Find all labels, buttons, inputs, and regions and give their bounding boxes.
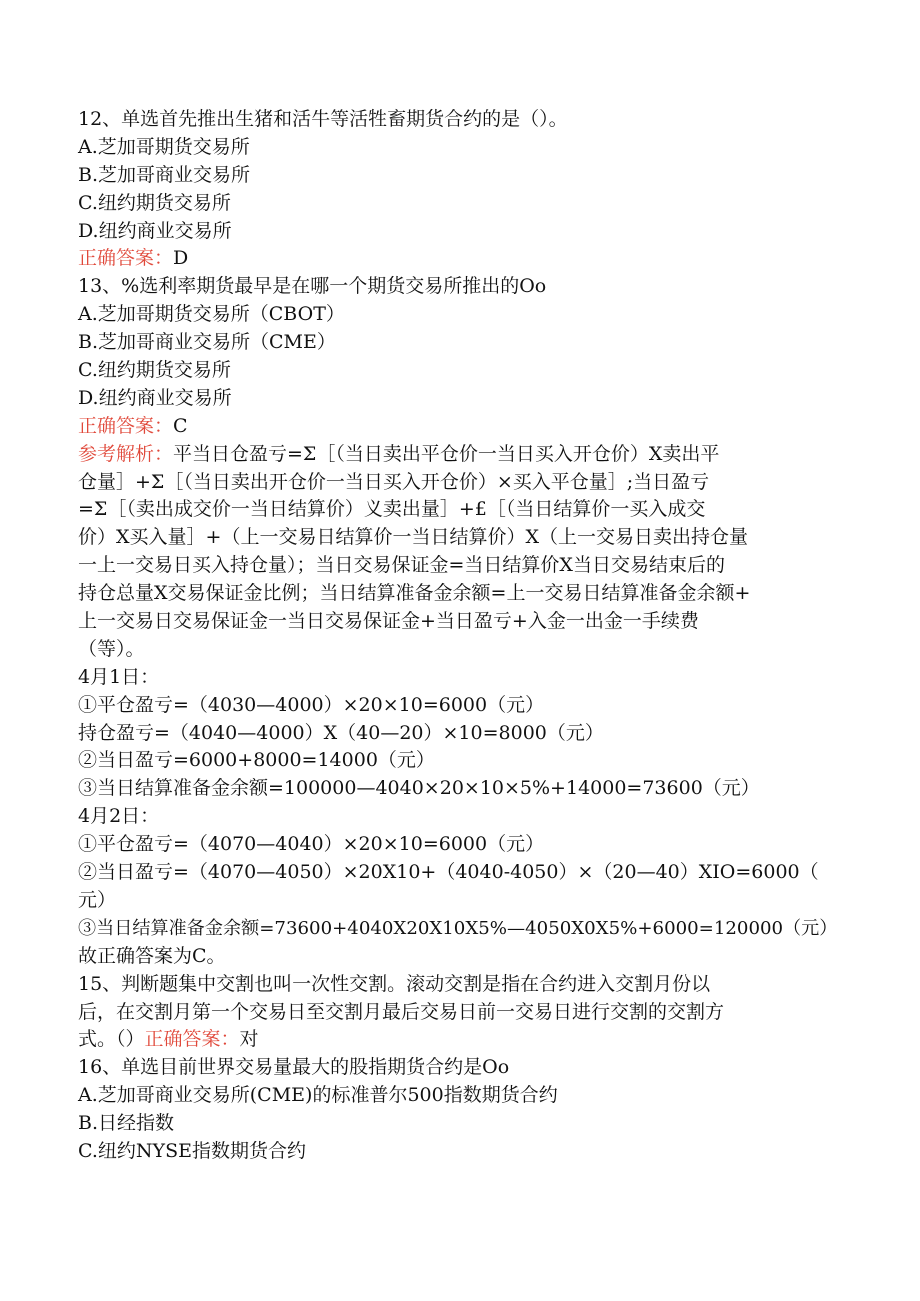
line-text: 平当日仓盈亏=Σ［（当日卖出平仓价一当日买入开仓价）X卖出平 (173, 442, 720, 465)
text-line (78, 218, 838, 246)
line-text: D (173, 247, 189, 270)
text-line (78, 720, 838, 748)
text-line (78, 1026, 838, 1054)
text-line (78, 887, 838, 915)
text-line (78, 441, 838, 469)
text-line (78, 301, 838, 329)
line-text: A.芝加哥商业交易所(CME)的标准普尔500指数期货合约 (78, 1084, 558, 1107)
line-text: ②当日盈亏=6000+8000=14000（元） (78, 749, 435, 772)
line-text: 4月1日： (78, 665, 160, 688)
text-line (78, 357, 838, 385)
text-line (78, 134, 838, 162)
text-line (78, 971, 838, 999)
text-line (78, 803, 838, 831)
text-line (78, 1138, 838, 1166)
text-line (78, 162, 838, 190)
text-line (78, 469, 838, 497)
line-text: 故正确答案为C。 (78, 944, 226, 967)
text-line (78, 859, 838, 887)
line-text: A.芝加哥期货交易所（CBOT） (78, 303, 345, 326)
text-line (78, 385, 838, 413)
line-text: 12、单选首先推出生猪和活牛等活牲畜期货合约的是（）。 (78, 108, 568, 130)
text-line (78, 636, 838, 664)
line-text: C.纽约NYSE指数期货合约 (78, 1139, 306, 1162)
text-line (78, 664, 838, 692)
line-text: 上一交易日交易保证金一当日交易保证金+当日盈亏+入金一出金一手续费 (78, 610, 699, 633)
text-line (78, 1110, 838, 1138)
text-line (78, 580, 838, 608)
text-line (78, 413, 838, 441)
document-body (78, 106, 838, 1166)
text-line (78, 245, 838, 273)
text-line (78, 1082, 838, 1110)
line-text: 式。（） (78, 1028, 145, 1051)
text-line (78, 273, 838, 301)
line-text: 对 (239, 1028, 259, 1051)
line-text: ③当日结算准备金余额=73600+4040X20X10X5%—4050X0X5%+6000=120000（元） (78, 917, 838, 939)
line-text: C (173, 414, 188, 437)
answer-label: 正确答案： (78, 247, 174, 270)
line-text: B.芝加哥商业交易所 (78, 163, 251, 186)
text-line (78, 190, 838, 218)
line-text: 15、判断题集中交割也叫一次性交割。滚动交割是指在合约进入交割月份以 (78, 972, 711, 995)
text-line (78, 552, 838, 580)
text-line (78, 329, 838, 357)
line-text: （等）。 (78, 637, 145, 660)
line-text: 价）X买入量］+（上一交易日结算价一当日结算价）X（上一交易日卖出持仓量 (78, 526, 748, 549)
text-line (78, 608, 838, 636)
text-line (78, 999, 838, 1027)
line-text: 4月2日： (78, 805, 160, 828)
line-text: 元） (78, 888, 117, 911)
line-text: A.芝加哥期货交易所 (78, 135, 250, 158)
line-text: ①平仓盈亏=（4070—4040）×20×10=6000（元） (78, 833, 545, 856)
text-line (78, 775, 838, 803)
line-text: ②当日盈亏=（4070—4050）×20X10+（4040-4050）×（20—40）XIO=6000（ (78, 861, 819, 884)
line-text: 16、单选目前世界交易量最大的股指期货合约是Oo (78, 1056, 510, 1079)
text-line (78, 831, 838, 859)
line-text: B.日经指数 (78, 1112, 175, 1135)
line-text: ③当日结算准备金余额=100000—4040×20×10×5%+14000=73600（元） (78, 777, 760, 800)
text-line (78, 524, 838, 552)
line-text: 后，在交割月第一个交易日至交割月最后交易日前一交易日进行交割的交割方 (78, 1000, 725, 1023)
answer-label: 正确答案： (78, 414, 174, 437)
line-text: D.纽约商业交易所 (78, 386, 232, 409)
line-text: =Σ［（卖出成交价一当日结算价）义卖出量］+£［（当日结算价一买入成交 (78, 498, 706, 521)
line-text: 仓量］+Σ［（当日卖出开仓价一当日买入开仓价）×买入平仓量］;当日盈亏 (78, 470, 710, 493)
text-line (78, 692, 838, 720)
text-line (78, 915, 838, 943)
text-line (78, 496, 838, 524)
line-text: B.芝加哥商业交易所（CME） (78, 331, 336, 354)
line-text: 持仓盈亏=（4040—4000）X（40—20）×10=8000（元） (78, 721, 604, 744)
line-text: C.纽约期货交易所 (78, 359, 231, 382)
line-text: 持仓总量X交易保证金比例；当日结算准备金余额=上一交易日结算准备金余额+ (78, 582, 751, 605)
line-text: D.纽约商业交易所 (78, 219, 232, 242)
text-line (78, 106, 838, 134)
line-text: 一上一交易日买入持仓量）；当日交易保证金=当日结算价X当日交易结束后的 (78, 554, 725, 577)
line-text: ①平仓盈亏=（4030—4000）×20×10=6000（元） (78, 693, 545, 716)
line-text: 13、%选利率期货最早是在哪一个期货交易所推出的Oo (78, 275, 547, 298)
answer-label: 参考解析： (78, 442, 174, 465)
line-text: C.纽约期货交易所 (78, 191, 231, 214)
text-line (78, 747, 838, 775)
text-line (78, 1054, 838, 1082)
text-line (78, 943, 838, 971)
answer-label: 正确答案： (144, 1028, 240, 1051)
